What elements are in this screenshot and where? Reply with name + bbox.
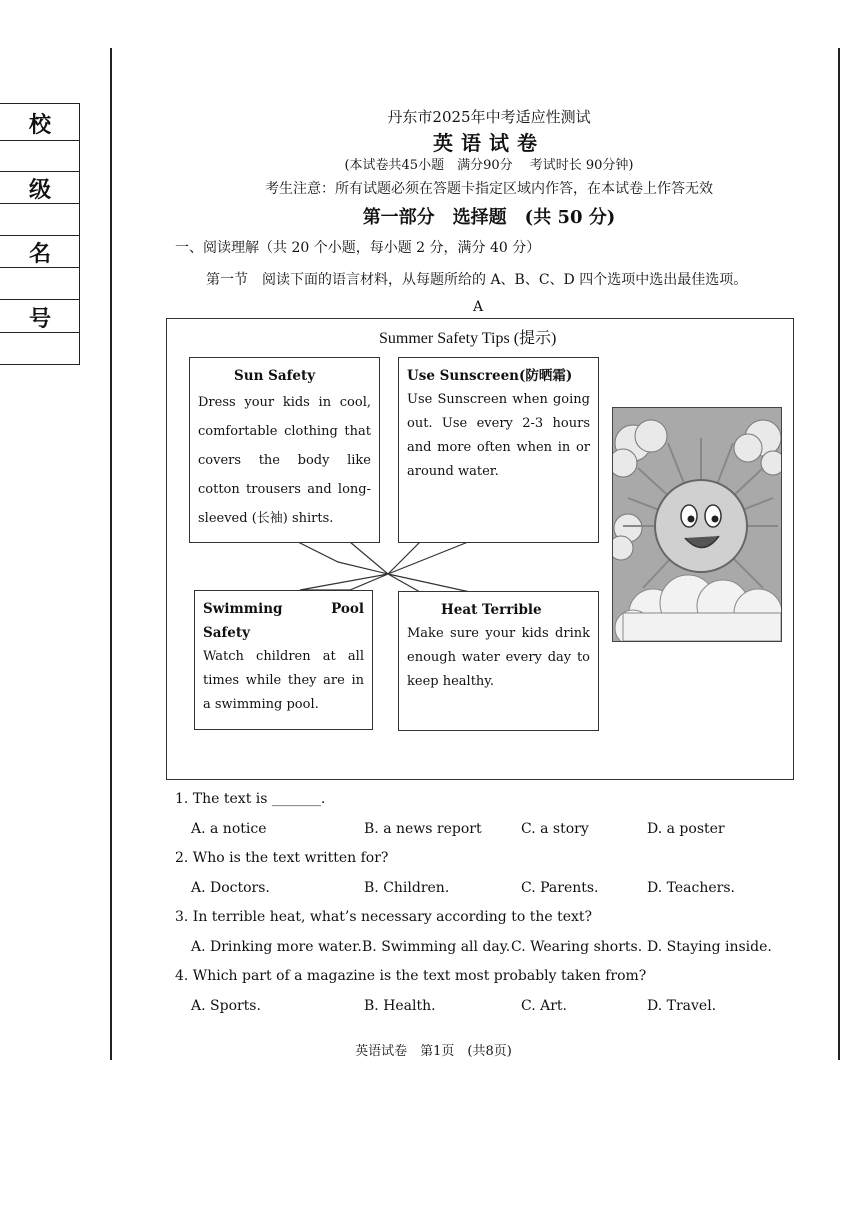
question-2-option-a: A. Doctors. bbox=[191, 880, 270, 896]
tip-heat-terrible bbox=[398, 591, 599, 731]
question-4-option-d: D. Travel. bbox=[647, 998, 717, 1014]
question-4-option-c: C. Art. bbox=[521, 998, 567, 1014]
question-3-option-b: B. Swimming all day. bbox=[362, 939, 511, 955]
tip-title: Use Sunscreen(防晒霜) bbox=[407, 368, 573, 384]
question-3-option-d: D. Staying inside. bbox=[647, 939, 772, 955]
question-2-option-c: C. Parents. bbox=[521, 880, 599, 896]
tip-sun-safety bbox=[189, 357, 380, 543]
passage-label: A bbox=[473, 299, 484, 315]
exam-info: (本试卷共45小题 满分90分 考试时长 90分钟) bbox=[344, 158, 634, 173]
tip-title: Swimming Pool Safety bbox=[203, 601, 364, 641]
question-2-option-b: B. Children. bbox=[364, 880, 450, 896]
question-1-option-b: B. a news report bbox=[364, 821, 482, 837]
exam-notice: 考生注意：所有试题必须在答题卡指定区域内作答，在本试卷上作答无效 bbox=[265, 181, 713, 197]
page-footer: 英语试卷 第1页 (共8页) bbox=[355, 1044, 512, 1059]
section-title: 一、阅读理解（共 20 个小题，每小题 2 分，满分 40 分） bbox=[175, 240, 541, 256]
tip-use-sunscreen bbox=[398, 357, 599, 543]
tip-title: Heat Terrible bbox=[441, 602, 542, 618]
question-1-option-a: A. a notice bbox=[191, 821, 267, 837]
question-1-option-c: C. a story bbox=[521, 821, 589, 837]
side-label-school: 校 bbox=[28, 113, 51, 138]
tip-title: Sun Safety bbox=[234, 368, 316, 384]
question-4-option-a: A. Sports. bbox=[191, 998, 261, 1014]
question-4-option-b: B. Health. bbox=[364, 998, 436, 1014]
question-3-option-a: A. Drinking more water. bbox=[191, 939, 362, 955]
question-2-option-d: D. Teachers. bbox=[647, 880, 735, 896]
tip-swimming-pool-safety bbox=[194, 590, 373, 730]
tip-text: Dress your kids in cool, comfortable clothing that covers the body like cotton trousers and long-sleeved (长袖) shirts. bbox=[198, 395, 371, 526]
poster-title: Summer Safety Tips (提示) bbox=[379, 330, 557, 347]
smiling-sun-image bbox=[612, 407, 782, 642]
question-2-stem: 2. Who is the text written for? bbox=[175, 850, 389, 866]
sun-illustration bbox=[613, 408, 781, 641]
side-label-name: 名 bbox=[28, 242, 51, 267]
tip-text: Watch children at all times while they are in a swimming pool. bbox=[203, 649, 364, 712]
exam-city-title: 丹东市2025年中考适应性测试 bbox=[387, 108, 591, 126]
tip-text: Use Sunscreen when going out. Use every 2-3 hours and more often when in or around water. bbox=[407, 392, 590, 479]
tip-text: Make sure your kids drink enough water every day to keep healthy. bbox=[407, 626, 590, 689]
side-label-number: 号 bbox=[28, 307, 51, 332]
part-title: 第一部分 选择题 (共 50 分) bbox=[362, 207, 616, 228]
question-3-stem: 3. In terrible heat, what’s necessary according to the text? bbox=[175, 909, 593, 925]
question-3-option-c: C. Wearing shorts. bbox=[511, 939, 643, 955]
question-1-option-d: D. a poster bbox=[647, 821, 725, 837]
question-1-stem: 1. The text is _______. bbox=[175, 791, 326, 807]
subsection-instruction: 第一节 阅读下面的语言材料，从每题所给的 A、B、C、D 四个选项中选出最佳选项。 bbox=[206, 272, 748, 288]
paper-title: 英语试卷 bbox=[433, 131, 545, 155]
question-4-stem: 4. Which part of a magazine is the text most probably taken from? bbox=[175, 968, 647, 984]
side-label-class: 级 bbox=[28, 178, 51, 203]
